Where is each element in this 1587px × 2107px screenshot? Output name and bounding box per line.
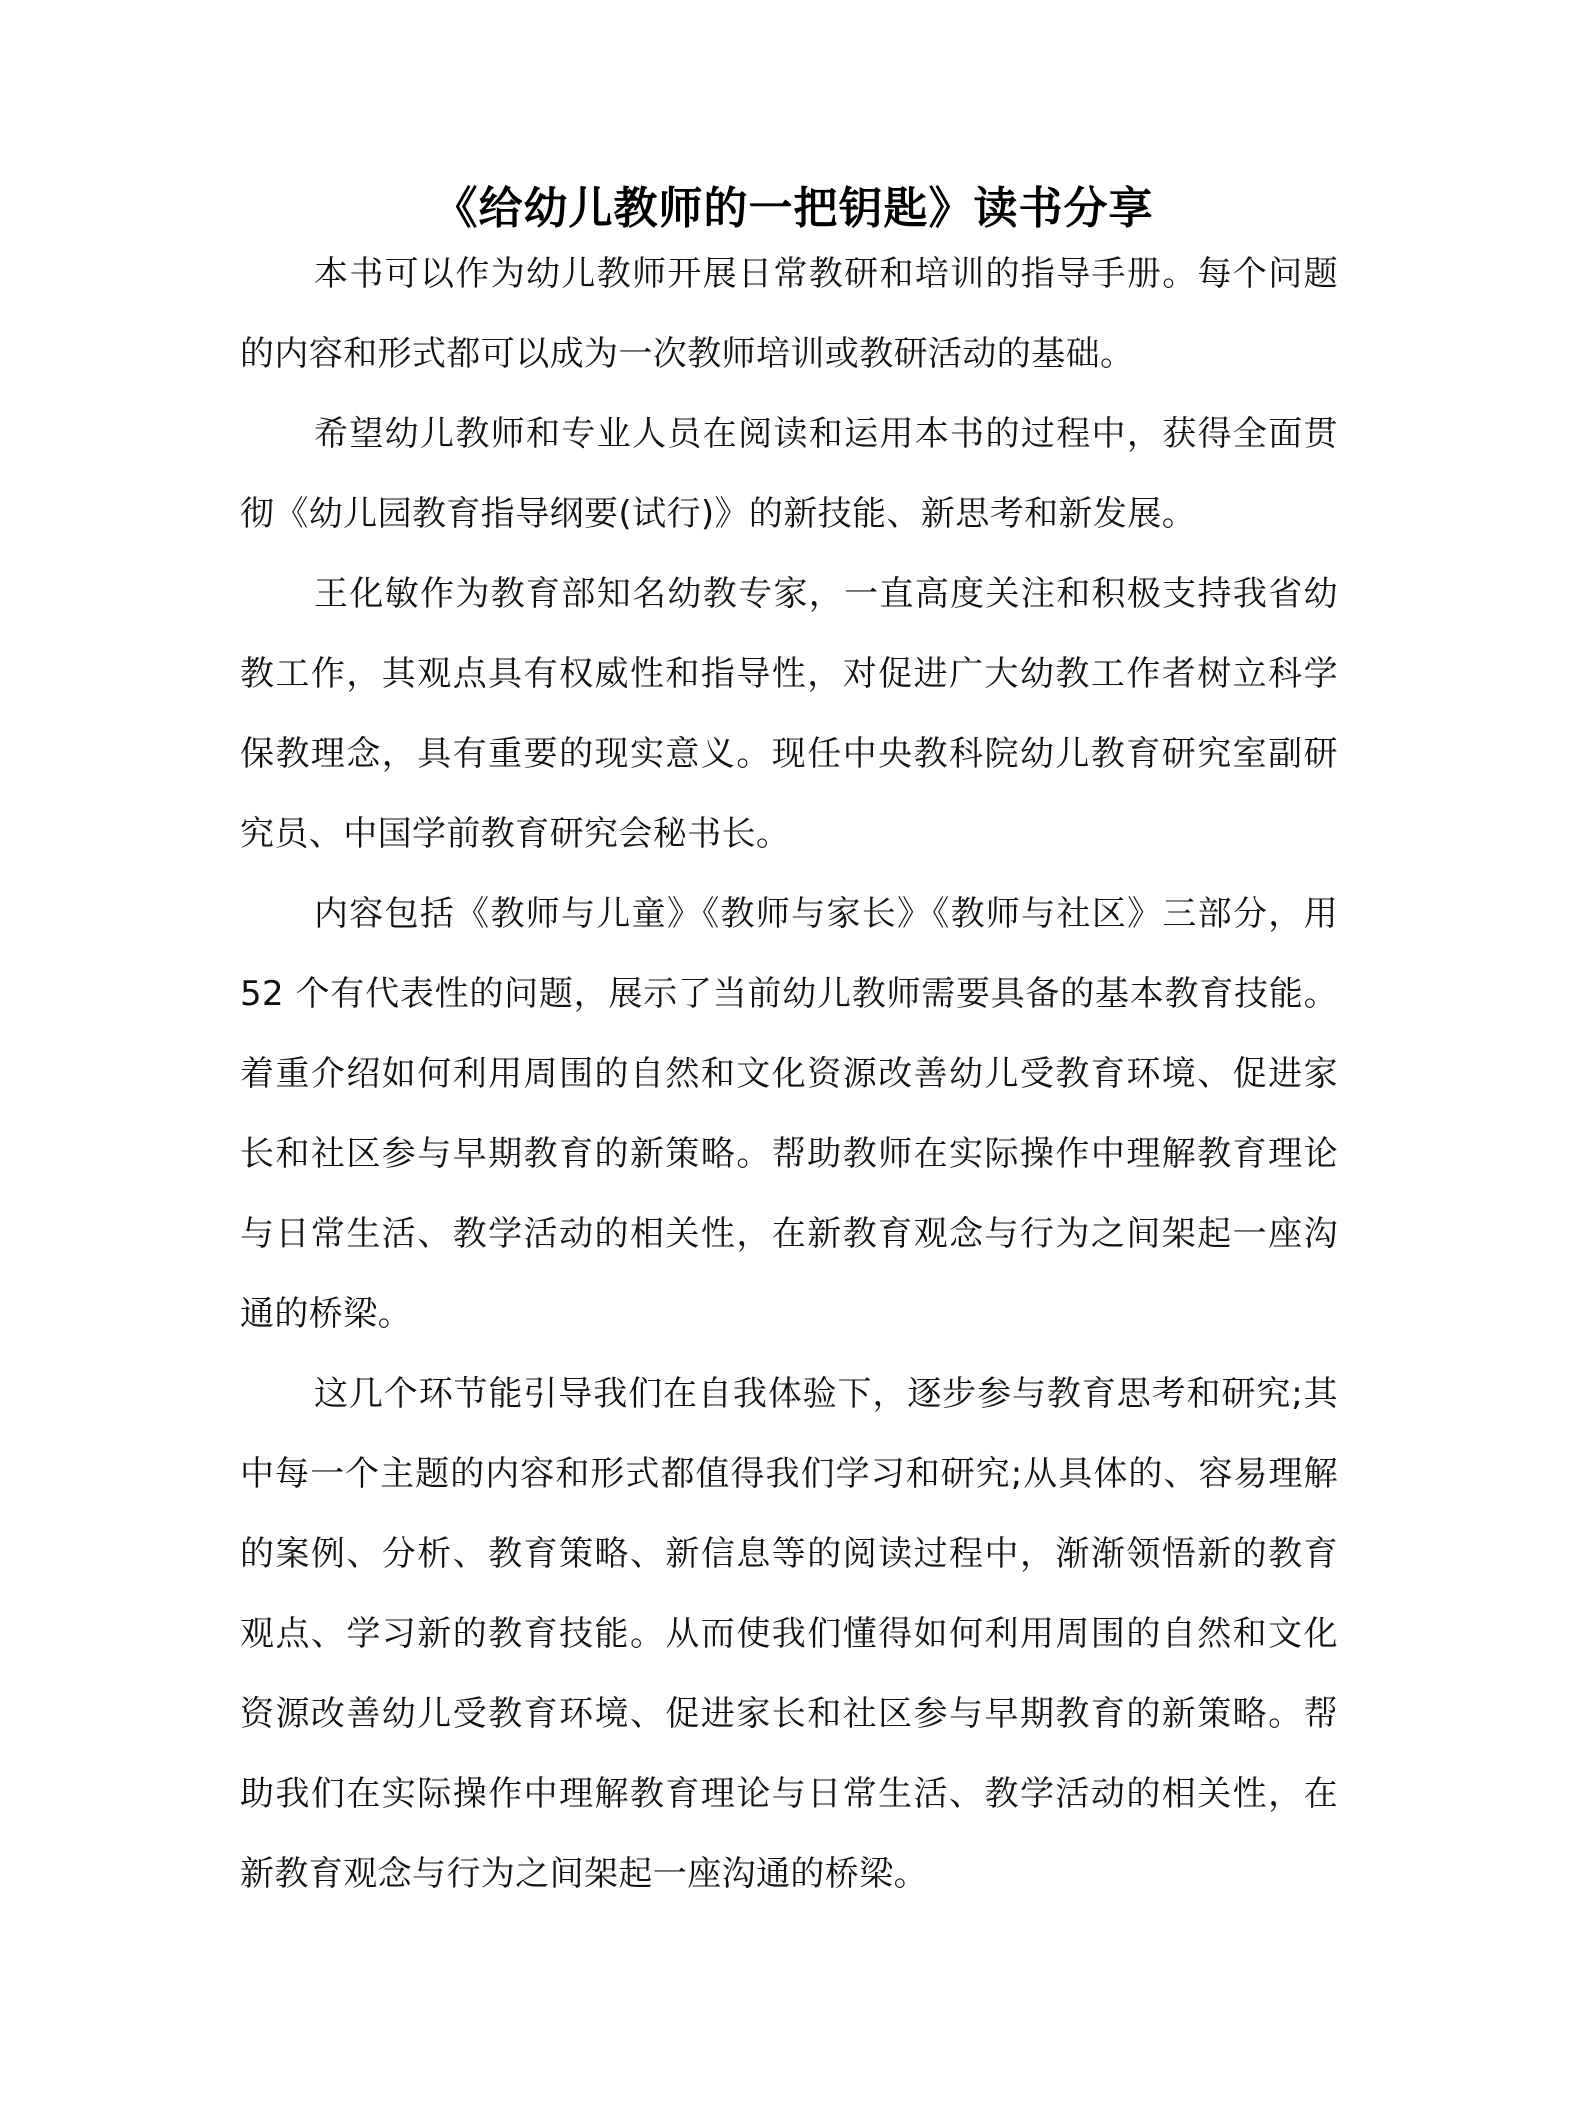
paragraph-purpose: 本书可以作为幼儿教师开展日常教研和培训的指导手册。每个问题的内容和形式都可以成为一次教师培训或教研活动的基础。 xyxy=(240,254,1338,374)
document-title: 《给幼儿教师的一把钥匙》读书分享 xyxy=(433,183,1154,235)
paragraph-reflection: 这几个环节能引导我们在自我体验下，逐步参与教育思考和研究;其中每一个主题的内容和形式都值得我们学习和研究;从具体的、容易理解的案例、分析、教育策略、新信息等的阅读过程中，渐渐领悟新的教育观点、学习新的教育技能。从而使我们懂得如何利用周围的自然和文化资源改善幼儿受教育环境、促进家长和社区参与早期教育的新策略。帮助我们在实际操作中理解教育理论与日常生活、教学活动的相关性，在新教育观念与行为之间架起一座沟通的桥梁。 xyxy=(240,1374,1338,1894)
document-body xyxy=(240,234,1338,1914)
paragraph-contents: 内容包括《教师与儿童》《教师与家长》《教师与社区》三部分，用 52 个有代表性的问题，展示了当前幼儿教师需要具备的基本教育技能。着重介绍如何利用周围的自然和文化资源改善幼儿受教育环境、促进家长和社区参与早期教育的新策略。帮助教师在实际操作中理解教育理论与日常生活、教学活动的相关性，在新教育观念与行为之间架起一座沟通的桥梁。 xyxy=(240,894,1338,1334)
paragraph-hope: 希望幼儿教师和专业人员在阅读和运用本书的过程中，获得全面贯彻《幼儿园教育指导纲要(试行)》的新技能、新思考和新发展。 xyxy=(240,414,1338,534)
paragraph-author: 王化敏作为教育部知名幼教专家，一直高度关注和积极支持我省幼教工作，其观点具有权威性和指导性，对促进广大幼教工作者树立科学保教理念，具有重要的现实意义。现任中央教科院幼儿教育研究室副研究员、中国学前教育研究会秘书长。 xyxy=(240,574,1338,854)
